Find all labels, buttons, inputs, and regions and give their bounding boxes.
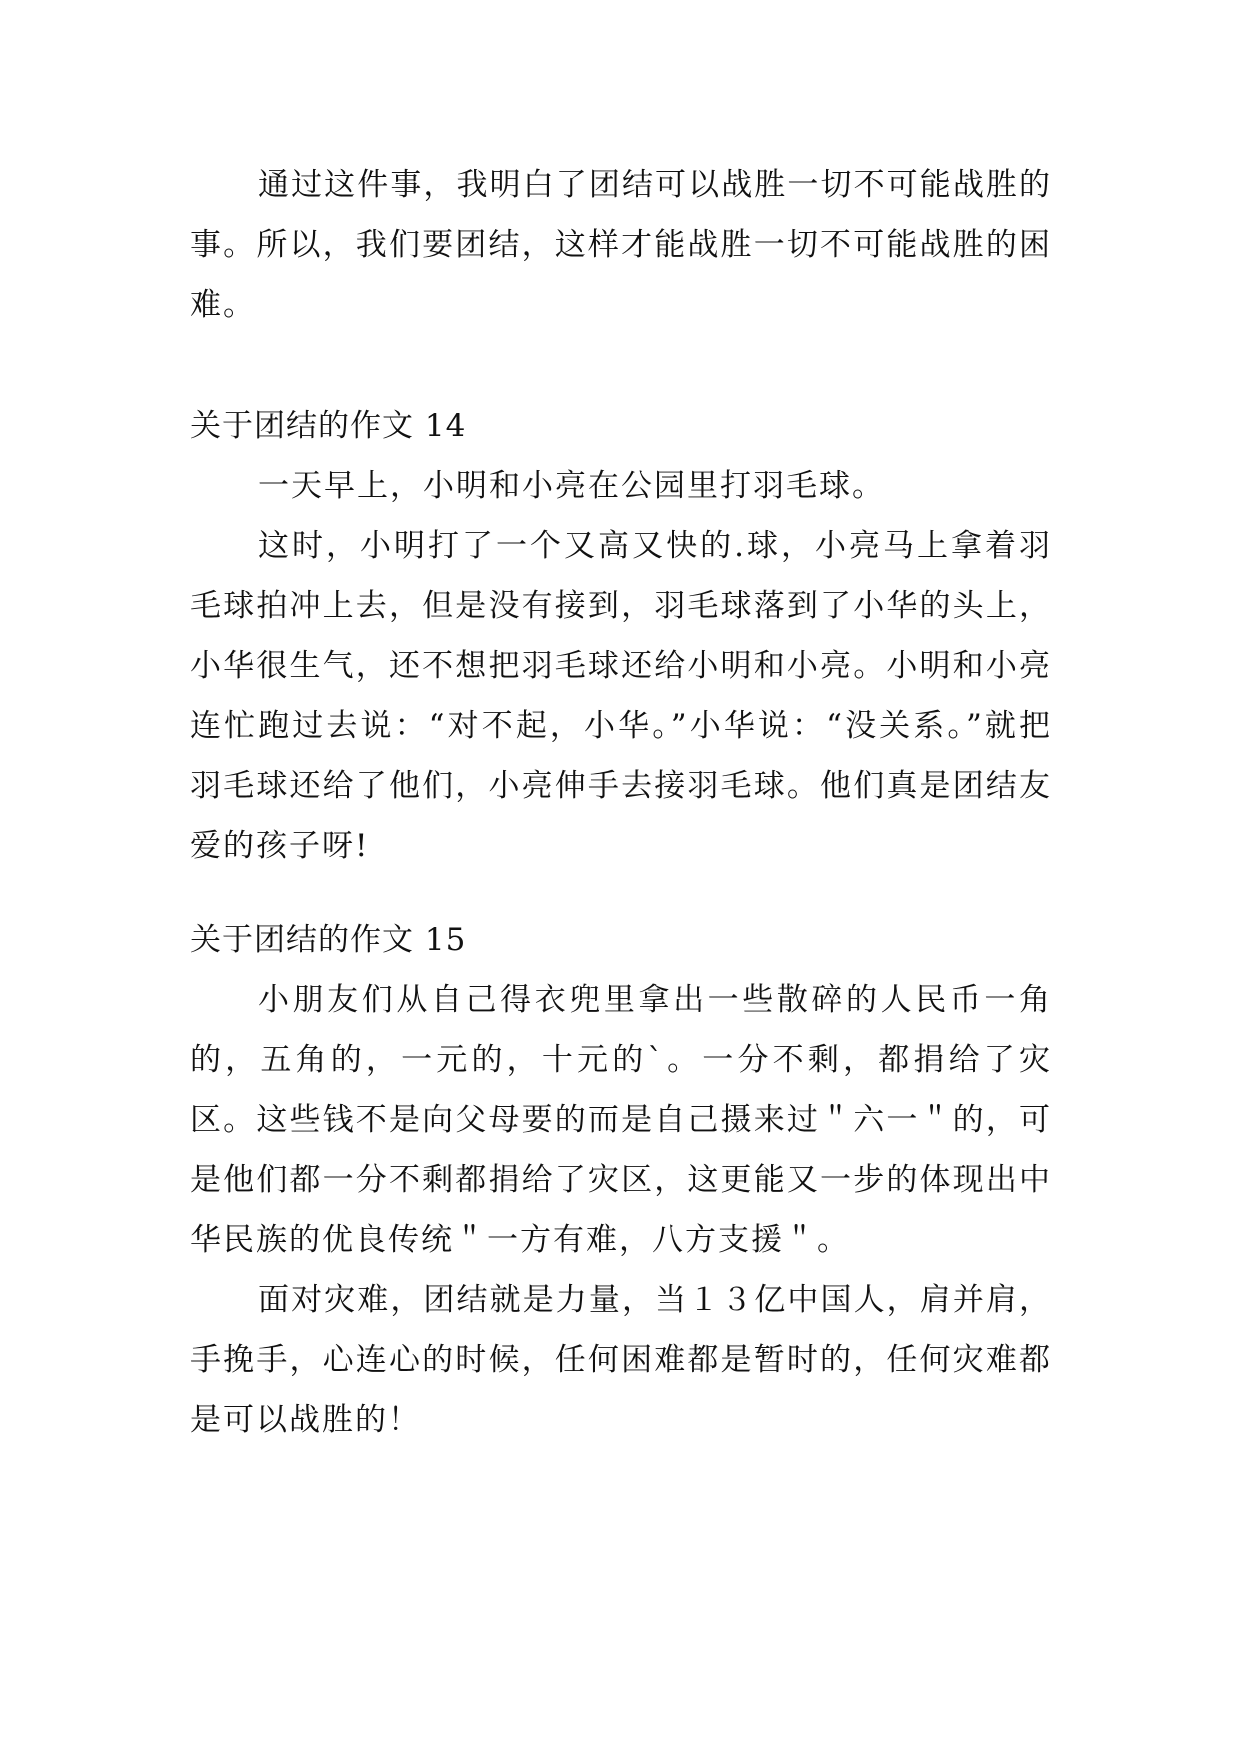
essay-15-title: 关于团结的作文 15 — [190, 922, 467, 958]
essay-15-paragraph-2: 面对灾难，团结就是力量，当１３亿中国人，肩并肩，手挽手，心连心的时候，任何困难都是暂时的，任何灾难都是可以战胜的！ — [190, 1282, 1052, 1438]
essay-15-paragraph-1: 小朋友们从自己得衣兜里拿出一些散碎的人民币一角的，五角的，一元的，十元的`。一分不剩，都捐给了灾区。这些钱不是向父母要的而是自己摄来过＂六一＂的，可是他们都一分不剩都捐给了灾区，这更能又一步的体现出中华民族的优良传统＂一方有难，八方支援＂。 — [190, 982, 1052, 1258]
essay-14-title: 关于团结的作文 14 — [190, 408, 467, 444]
intro-section — [190, 155, 1052, 335]
essay-15-body — [190, 970, 1052, 1450]
intro-paragraph: 通过这件事，我明白了团结可以战胜一切不可能战胜的事。所以，我们要团结，这样才能战胜一切不可能战胜的困难。 — [190, 167, 1052, 323]
essay-14-body — [190, 456, 1052, 876]
essay-14-paragraph-2: 这时，小明打了一个又高又快的.球，小亮马上拿着羽毛球拍冲上去，但是没有接到，羽毛球落到了小华的头上，小华很生气，还不想把羽毛球还给小明和小亮。小明和小亮连忙跑过去说：“对不起，小华。”小华说：“没关系。”就把羽毛球还给了他们，小亮伸手去接羽毛球。他们真是团结友爱的孩子呀! — [190, 528, 1052, 864]
essay-14-paragraph-1: 一天早上，小明和小亮在公园里打羽毛球。 — [258, 468, 885, 504]
